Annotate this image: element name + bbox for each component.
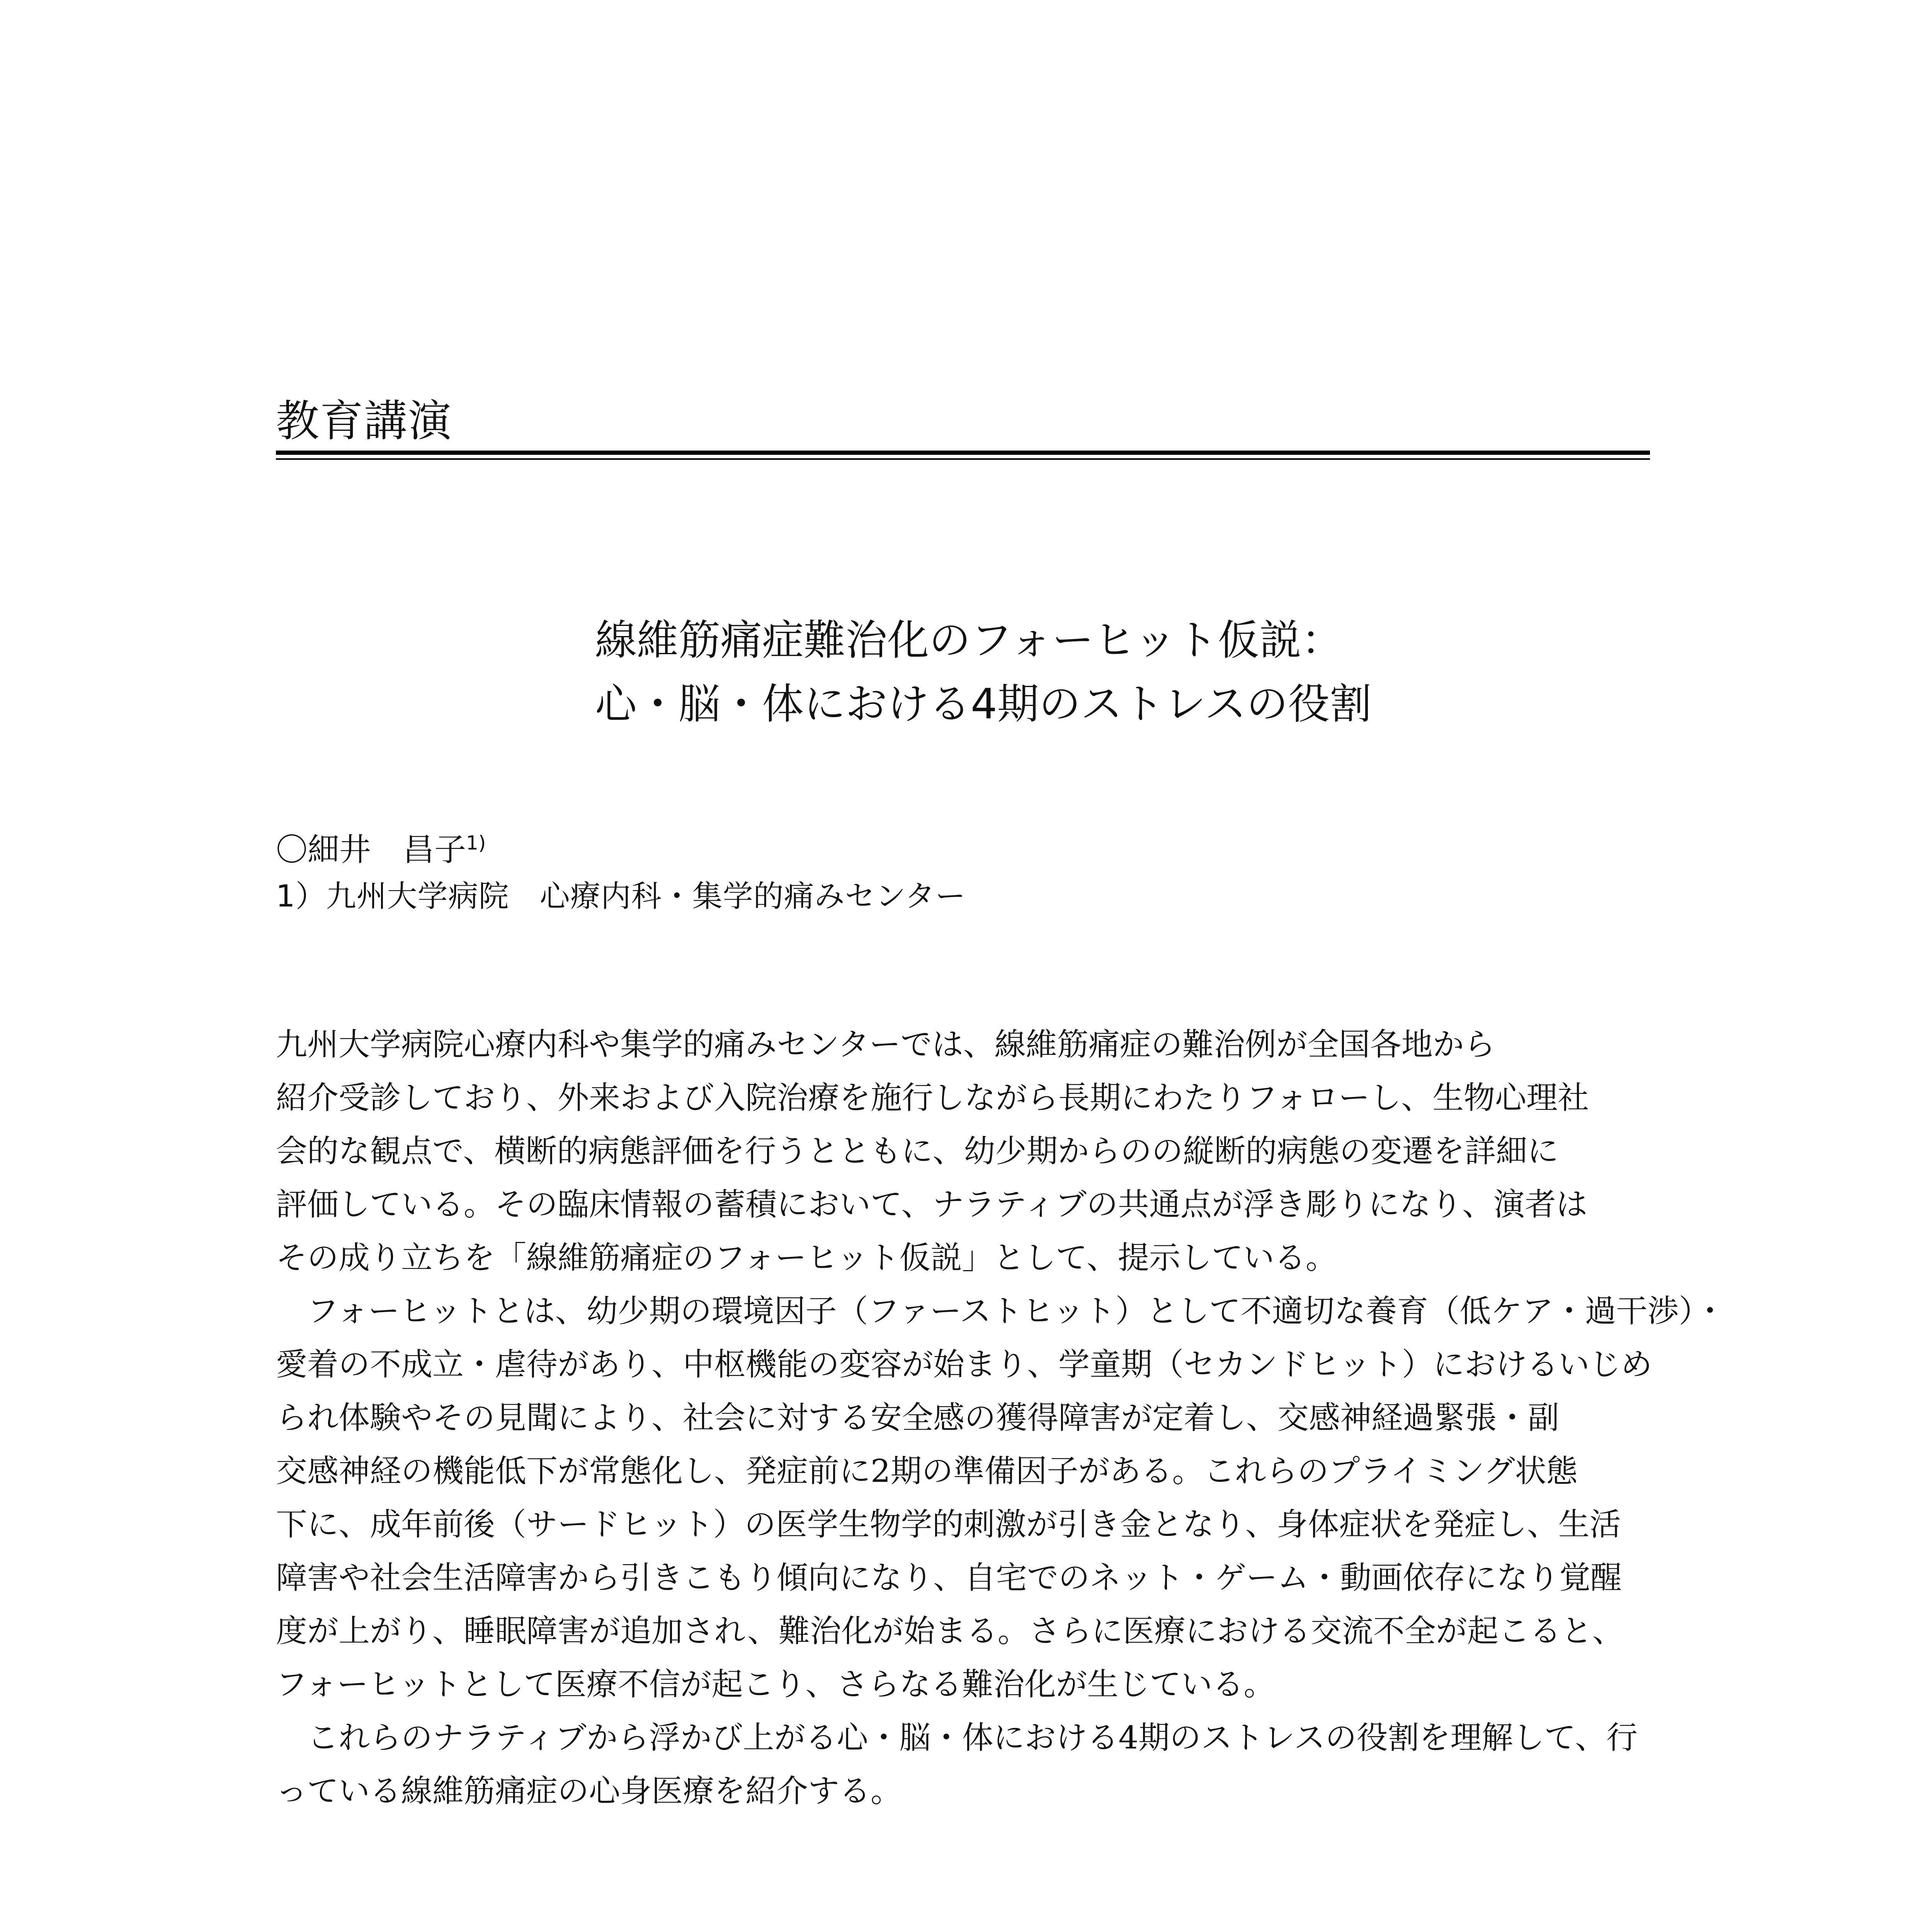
abstract-line: 愛着の不成立・虐待があり、中枢機能の変容が始まり、学童期（セカンドヒット）におけるいじめ	[276, 1347, 1652, 1383]
header-rule-thick	[276, 451, 1650, 455]
author-name: 〇細井 昌子	[276, 832, 466, 868]
abstract-line: フォーヒットとは、幼少期の環境因子（ファーストヒット）として不適切な養育（低ケア・過干渉）・	[276, 1293, 1726, 1330]
section-label: 教育講演	[276, 396, 452, 446]
abstract-line: 紹介受診しており、外来および入院治療を施行しながら長期にわたりフォローし、生物心理社	[276, 1080, 1589, 1116]
abstract-body	[276, 1018, 1726, 1818]
author-block	[276, 827, 1650, 920]
abstract-line: 会的な観点で、横断的病態評価を行うとともに、幼少期からのの縦断的病態の変遷を詳細に	[276, 1133, 1559, 1170]
abstract-line: 障害や社会生活障害から引きこもり傾向になり、自宅でのネット・ゲーム・動画依存になり覚醒	[276, 1560, 1622, 1596]
author-affiliation-mark: 1)	[466, 832, 486, 854]
abstract-line: その成り立ちを「線維筋痛症のフォーヒット仮説」として、提示している。	[276, 1240, 1337, 1276]
abstract-line: られ体験やその見聞により、社会に対する安全感の獲得障害が定着し、交感神経過緊張・副	[276, 1400, 1560, 1436]
abstract-line: 評価している。その臨床情報の蓄積において、ナラティブの共通点が浮き彫りになり、演者は	[276, 1187, 1587, 1223]
abstract-line: 九州大学病院心療内科や集学的痛みセンターでは、線維筋痛症の難治例が全国各地から	[276, 1027, 1495, 1063]
author-line	[276, 827, 1650, 873]
abstract-line: 交感神経の機能低下が常態化し、発症前に2期の準備因子がある。これらのプライミング状態	[276, 1453, 1578, 1490]
abstract-line: っている線維筋痛症の心身医療を紹介する。	[276, 1773, 902, 1810]
abstract-line: 下に、成年前後（サードヒット）の医学生物学的刺激が引き金となり、身体症状を発症し、生活	[276, 1507, 1621, 1543]
title-line-1: 線維筋痛症難治化のフォーヒット仮説：	[595, 616, 1343, 665]
author-affiliation: 1）九州大学病院 心療内科・集学的痛みセンター	[276, 879, 966, 914]
abstract-line: フォーヒットとして医療不信が起こり、さらなる難治化が生じている。	[276, 1667, 1275, 1703]
section-header	[276, 394, 1650, 460]
abstract-line: これらのナラティブから浮かび上がる心・脳・体における4期のストレスの役割を理解して、行	[276, 1720, 1638, 1756]
abstract-line: 度が上がり、睡眠障害が追加され、難治化が始まる。さらに医療における交流不全が起こると、	[276, 1613, 1624, 1650]
header-rule-thin	[276, 458, 1650, 460]
title-line-2: 心・脳・体における4期のストレスの役割	[595, 680, 1372, 728]
lecture-title	[595, 609, 1638, 736]
